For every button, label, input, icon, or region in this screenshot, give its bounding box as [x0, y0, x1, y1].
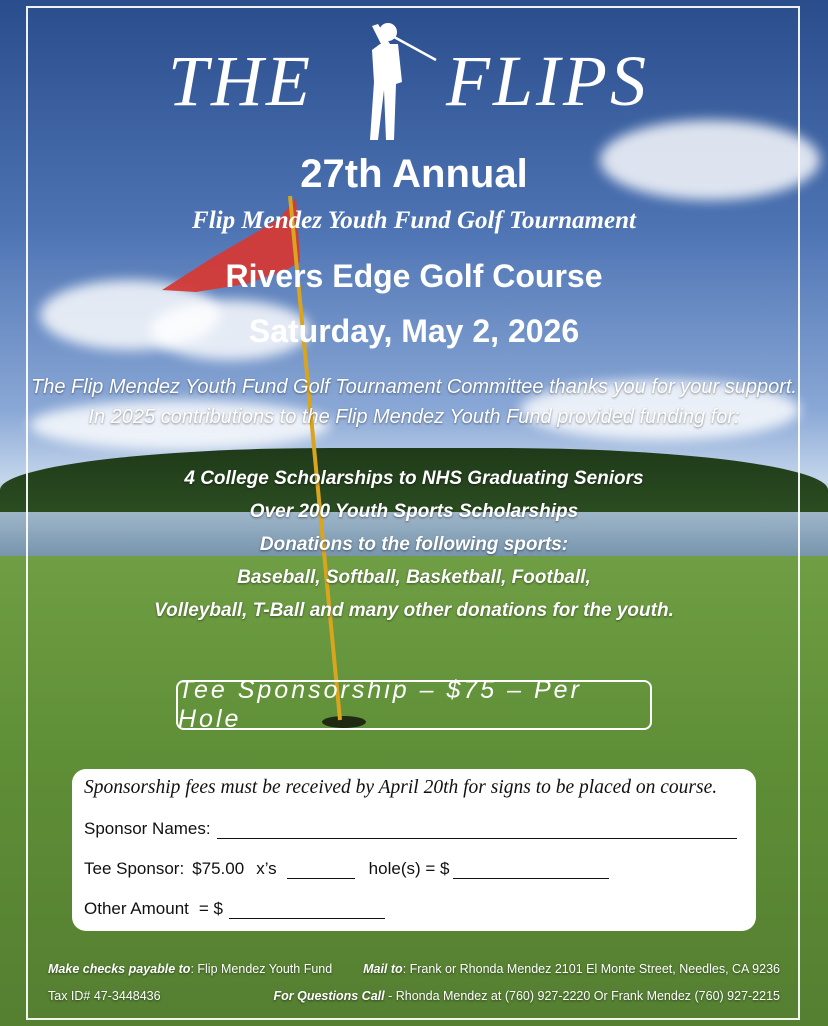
deadline-note: Sponsorship fees must be received by April 20th for signs to be placed on course. [84, 777, 718, 798]
intro-line-2: In 2025 contributions to the Flip Mendez Youth Fund provided funding for: [88, 406, 740, 428]
sponsorship-form [72, 769, 756, 931]
sponsor-names-row [84, 819, 744, 839]
other-amount-field[interactable] [229, 900, 385, 919]
course-name: Rivers Edge Golf Course [225, 258, 603, 294]
list-item: Volleyball, T-Ball and many other donations for the youth. [154, 600, 674, 621]
other-amount-row [84, 899, 744, 919]
intro-text [0, 372, 828, 432]
tee-sponsor-row [84, 859, 744, 879]
intro-line-1: The Flip Mendez Youth Fund Golf Tournament Committee thanks you for your support. [31, 376, 797, 398]
golfer-icon [362, 20, 442, 142]
logo-word-the: THE [168, 41, 314, 121]
tee-price: $75.00 [192, 859, 245, 878]
tournament-name: Flip Mendez Youth Fund Golf Tournament [192, 207, 636, 234]
sponsor-names-label: Sponsor Names: [84, 819, 211, 838]
holes-label: hole(s) = $ [368, 859, 450, 878]
footer-row-1 [48, 962, 780, 980]
hole-count-field[interactable] [287, 860, 355, 879]
annual-heading: 27th Annual [300, 152, 528, 196]
tee-total-field[interactable] [453, 860, 609, 879]
event-date: Saturday, May 2, 2026 [248, 313, 580, 349]
footer-row-2 [48, 989, 780, 1007]
other-amount-equals: = $ [198, 899, 223, 918]
logo-word-flips: FLIPS [446, 41, 649, 121]
tee-sponsor-label: Tee Sponsor: [84, 859, 185, 878]
times-label: x’s [256, 859, 277, 878]
tee-sponsorship-banner: Tee Sponsorship – $75 – Per Hole [176, 680, 652, 730]
questions-contact: For Questions Call - Rhonda Mendez at (760) 927-2220 Or Frank Mendez (760) 927-2215 [273, 989, 780, 1003]
funding-list [0, 462, 828, 627]
list-item: Over 200 Youth Sports Scholarships [249, 501, 579, 522]
checks-payable: Make checks payable to: Flip Mendez Youth Fund [48, 962, 333, 976]
sponsor-names-field[interactable] [217, 820, 737, 839]
mail-to: Mail to: Frank or Rhonda Mendez 2101 El Monte Street, Needles, CA 9236 [363, 962, 780, 976]
tax-id: Tax ID# 47-3448436 [48, 989, 161, 1003]
list-item: Donations to the following sports: [259, 534, 569, 555]
list-item: Baseball, Softball, Basketball, Football, [237, 567, 591, 588]
list-item: 4 College Scholarships to NHS Graduating Seniors [184, 468, 644, 489]
other-amount-label: Other Amount [84, 899, 189, 918]
